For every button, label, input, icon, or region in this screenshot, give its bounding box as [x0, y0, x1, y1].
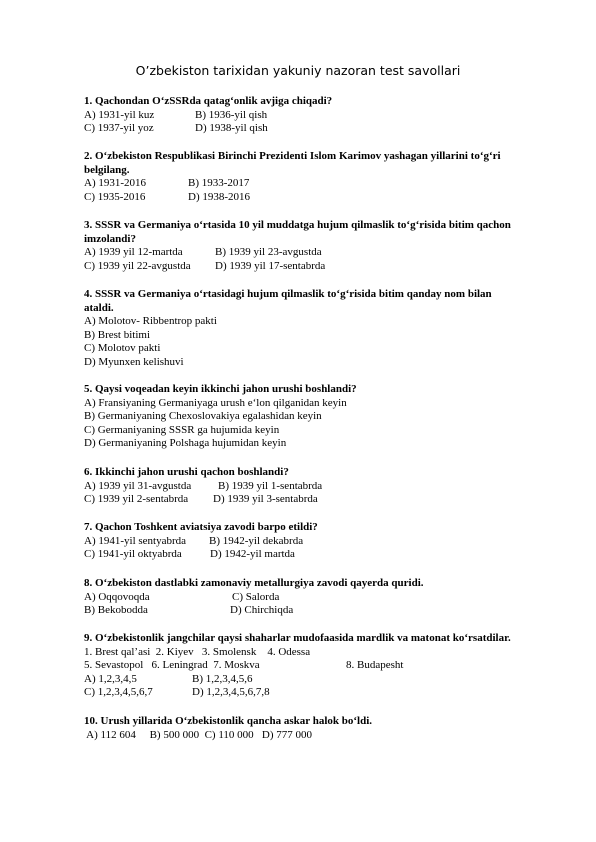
option-c: C) Salorda: [232, 590, 280, 603]
option-d: D) Myunxen kelishuvi: [84, 355, 184, 368]
question-text: 6. Ikkinchi jahon urushi qachon boshlandi?: [84, 466, 289, 478]
option-c: C) Molotov pakti: [84, 342, 161, 355]
question-5: [84, 383, 554, 451]
city-list-1: 1. Brest qal’asi 2. Kiyev 3. Smolensk 4. Odessa: [84, 645, 311, 658]
question-text: 8. O‘zbekiston dastlabki zamonaviy metallurgiya zavodi qayerda quridi.: [84, 577, 424, 589]
option-d: D) 1942-yil martda: [210, 548, 295, 561]
option-d: D) 1938-yil qish: [195, 122, 268, 135]
option-b: B) Germaniyaning Chexoslovakiya egalashidan keyin: [84, 410, 322, 423]
city-list-2: 5. Sevastopol 6. Leningrad 7. Moskva: [84, 659, 260, 672]
option-b: B) 1,2,3,4,5,6: [192, 672, 253, 685]
option-c: C) 1937-yil yoz: [84, 122, 154, 135]
option-b: B) 1939 yil 23-avgustda: [215, 246, 322, 259]
city-list-2-end: 8. Budapesht: [346, 659, 404, 672]
option-d: D) Germaniyaning Polshaga hujumidan keyin: [84, 437, 287, 450]
option-b: B) 1942-yil dekabrda: [209, 534, 304, 547]
question-text: 10. Urush yillarida O‘zbekistonlik qancha askar halok bo‘ldi.: [84, 715, 373, 727]
option-b: B) 1933-2017: [188, 177, 250, 190]
option-c: C) 1939 yil 22-avgustda: [84, 259, 191, 272]
document-title: O’zbekiston tarixidan yakuniy nazoran test savollari: [135, 63, 461, 78]
option-c: C) 1941-yil oktyabrda: [84, 548, 182, 561]
question-10: [84, 715, 554, 742]
option-d: D) 1938-2016: [188, 190, 251, 203]
option-b: B) 1939 yil 1-sentabrda: [218, 479, 323, 492]
option-d: D) 1939 yil 3-sentabrda: [213, 493, 318, 506]
question-text: 9. O‘zbekistonlik jangchilar qaysi shaharlar mudofaasida mardlik va matonat ko‘rsatdilar.: [84, 632, 511, 644]
question-1: [84, 95, 554, 136]
question-8: [84, 577, 554, 618]
option-a: A) Fransiyaning Germaniyaga urush e‘lon qilganidan keyin: [84, 396, 347, 409]
question-text: 7. Qachon Toshkent aviatsiya zavodi barpo etildi?: [84, 521, 318, 533]
question-text: 1. Qachondan O‘zSSRda qatag‘onlik avjiga chiqadi?: [84, 95, 333, 107]
question-text: 4. SSSR va Germaniya o‘rtasidagi hujum qilmaslik to‘g‘risida bitim qanday nom bilan: [84, 288, 492, 300]
option-d: D) 1939 yil 17-sentabrda: [215, 259, 326, 272]
question-text: 2. O‘zbekiston Respublikasi Birinchi Prezidenti Islom Karimov yashagan yillarini to‘g‘ri: [84, 150, 501, 162]
question-9: [84, 632, 554, 700]
answer-options: A) 112 604 B) 500 000 C) 110 000 D) 777 000: [84, 728, 313, 741]
option-a: A) 1931-yil kuz: [84, 108, 155, 121]
question-4: [84, 288, 554, 370]
question-text-cont: belgilang.: [84, 163, 130, 176]
option-b: B) Brest bitimi: [84, 328, 150, 341]
option-a: A) 1939 yil 31-avgustda: [84, 479, 192, 492]
option-b: B) Bekobodda: [84, 604, 148, 617]
question-text-cont: imzolandi?: [84, 232, 136, 245]
option-c: C) 1939 yil 2-sentabrda: [84, 493, 189, 506]
option-b: B) 1936-yil qish: [195, 108, 268, 121]
question-6: [84, 466, 554, 507]
option-c: C) 1,2,3,4,5,6,7: [84, 686, 153, 699]
question-text-cont: ataldi.: [84, 301, 114, 314]
option-a: A) 1941-yil sentyabrda: [84, 534, 187, 547]
option-a: A) 1939 yil 12-martda: [84, 246, 183, 259]
option-d: D) 1,2,3,4,5,6,7,8: [192, 686, 270, 699]
option-c: C) 1935-2016: [84, 190, 146, 203]
question-text: 3. SSSR va Germaniya o‘rtasida 10 yil muddatga hujum qilmaslik to‘g‘risida bitim qachon: [84, 219, 511, 231]
option-a: A) 1,2,3,4,5: [84, 672, 137, 685]
option-a: A) Molotov- Ribbentrop pakti: [84, 315, 217, 328]
option-d: D) Chirchiqda: [230, 604, 294, 617]
question-2: [84, 150, 554, 204]
option-a: A) Oqqovoqda: [84, 590, 150, 603]
question-7: [84, 521, 554, 562]
option-a: A) 1931-2016: [84, 177, 147, 190]
question-text: 5. Qaysi voqeadan keyin ikkinchi jahon urushi boshlandi?: [84, 383, 357, 395]
option-c: C) Germaniyaning SSSR ga hujumida keyin: [84, 423, 280, 436]
question-3: [84, 219, 554, 273]
